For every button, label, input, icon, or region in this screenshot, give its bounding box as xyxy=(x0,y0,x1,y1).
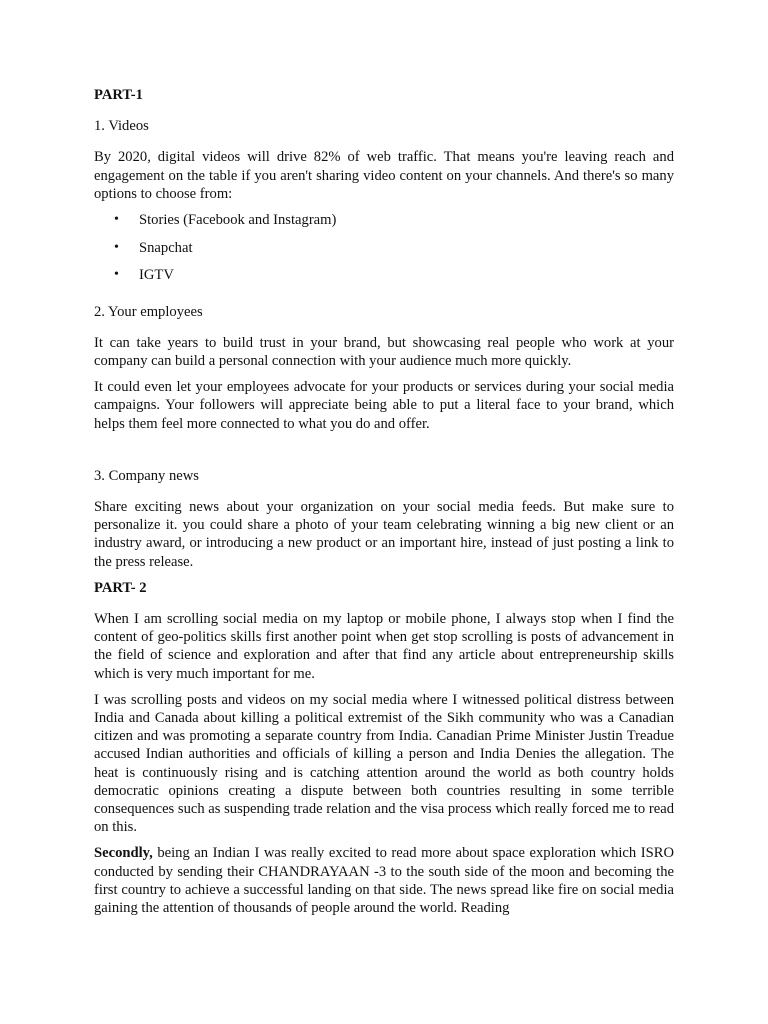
section-news-title: 3. Company news xyxy=(94,467,199,484)
list-item xyxy=(94,211,674,239)
list-item-label: IGTV xyxy=(139,267,174,284)
list-item-label: Stories (Facebook and Instagram) xyxy=(139,212,337,229)
bullet-icon: • xyxy=(114,239,119,255)
document-page xyxy=(94,86,674,925)
section-employees-title: 2. Your employees xyxy=(94,303,203,320)
part2-paragraph-3 xyxy=(94,844,674,917)
list-item xyxy=(94,239,674,267)
video-options-list xyxy=(94,211,674,294)
bullet-icon: • xyxy=(114,267,119,283)
section-news-paragraph: Share exciting news about your organization on your social media feeds. But make sure to personalize it. you could share a photo of your team celebrating winning a big new client or an industry award, or introducing a new product or an important hire, instead of just posting a link to the press release. xyxy=(94,498,674,570)
part1-heading: PART-1 xyxy=(94,87,143,103)
section-videos-title: 1. Videos xyxy=(94,118,149,135)
section-employees-paragraph-1: It can take years to build trust in your brand, but showcasing real people who work at your company can build a personal connection with your audience much more quickly. xyxy=(94,334,674,369)
part2-paragraph-2: I was scrolling posts and videos on my social media where I witnessed political distress between India and Canada about killing a political extremist of the Sikh community who was a Canadian citizen and was promoting a separate country from India. Canadian Prime Minister Justin Treadue accused Indian authorities and officials of killing a person and India Denies the allegation. The heat is continuously rising and is catching attention around the world as both country holds democratic opinions creating a dispute between both countries resulting in some terrible consequences such as suspending trade relation and the visa process which really forced me to read on this. xyxy=(94,691,674,836)
list-item-label: Snapchat xyxy=(139,239,193,256)
part2-heading: PART- 2 xyxy=(94,579,147,596)
section-employees-paragraph-2: It could even let your employees advocate for your products or services during your social media campaigns. Your followers will appreciate being able to put a literal face to your brand, which helps them feel more connected to what you do and offer. xyxy=(94,379,674,432)
paragraph-body: being an Indian I was really excited to read more about space exploration which ISRO conducted by sending their CHANDRAYAAN -3 to the south side of the moon and becoming the first country to achieve a successful landing on that side. The news spread like fire on social media gaining the attention of thousands of people around the world. Reading xyxy=(94,845,674,916)
section-videos-paragraph: By 2020, digital videos will drive 82% of web traffic. That means you're leaving reach and engagement on the table if you aren't sharing video content on your channels. And there's so many options to choose from: xyxy=(94,149,674,202)
list-item xyxy=(94,266,674,294)
bullet-icon: • xyxy=(114,212,119,228)
blank-line xyxy=(94,441,674,467)
paragraph-lead-word: Secondly, xyxy=(94,845,153,862)
part2-paragraph-1: When I am scrolling social media on my laptop or mobile phone, I always stop when I find the content of geo-politics skills first another point when get stop scrolling is posts of advancement in the field of science and exploration and after that find any article about entrepreneurship skills which is very much important for me. xyxy=(94,610,674,682)
